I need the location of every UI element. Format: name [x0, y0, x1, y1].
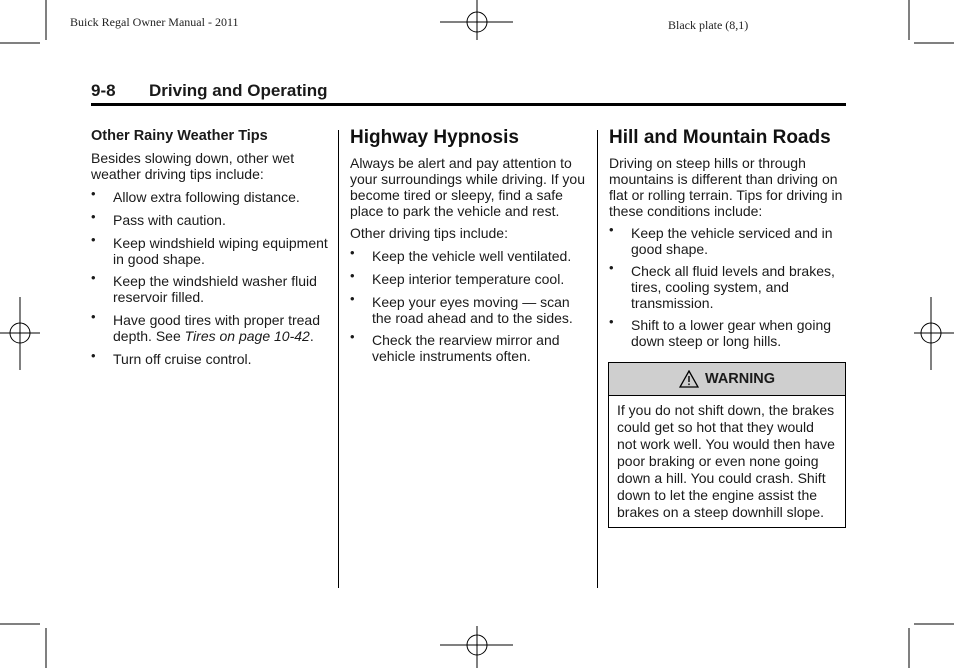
driving-tips-intro: Other driving tips include:: [350, 225, 508, 241]
highway-hypnosis-para: Always be alert and pay attention to your surroundings while driving. If you become tired or sleepy, find a safe place to park the vehicle and rest.: [350, 155, 586, 219]
hill-mountain-intro: Driving on steep hills or through mountains is different than driving on flat or rolling terrain. Tips for driving in these conditions include:: [609, 155, 843, 219]
page-number: 9-8: [91, 81, 116, 100]
list-item-text: Have good tires with proper tread depth. See: [113, 312, 320, 344]
list-item: • Keep windshield wiping equipment in good shape.: [91, 235, 331, 267]
list-item: • Keep the vehicle well ventilated.: [350, 248, 590, 264]
section-title: Driving and Operating: [149, 81, 328, 100]
warning-box: [608, 362, 846, 528]
rainy-tips-intro: Besides slowing down, other wet weather driving tips include:: [91, 150, 295, 182]
list-item: • Turn off cruise control.: [91, 351, 331, 367]
print-header-right: Black plate (8,1): [668, 18, 749, 32]
print-header-left: Buick Regal Owner Manual - 2011: [70, 15, 239, 29]
warning-label: WARNING: [704, 371, 776, 387]
list-item: • Pass with caution.: [91, 212, 331, 228]
warning-text: If you do not shift down, the brakes could get so hot that they would not work well. You would then have poor braking or even none going down a hill. You could crash. Shift down to let the engine assist the brakes on a steep downhill slope.: [617, 402, 835, 520]
list-item: • Check all fluid levels and brakes, tires, cooling system, and transmission.: [609, 263, 849, 311]
rainy-tips-heading: Other Rainy Weather Tips: [91, 128, 268, 144]
warning-header: [609, 363, 845, 396]
warning-triangle-icon: [679, 370, 699, 388]
hill-mountain-list: [609, 225, 849, 349]
list-item: • Shift to a lower gear when going down steep or long hills.: [609, 317, 849, 349]
page-header: [91, 81, 846, 106]
column-hill-mountain: [609, 127, 849, 349]
list-item: • Keep your eyes moving — scan the road ahead and to the sides.: [350, 294, 590, 326]
list-item: • Keep interior temperature cool.: [350, 271, 590, 287]
column-divider: [338, 130, 339, 588]
highway-hypnosis-heading: Highway Hypnosis: [350, 127, 519, 148]
list-item: • Check the rearview mirror and vehicle instruments often.: [350, 332, 590, 364]
list-item: • Allow extra following distance.: [91, 189, 331, 205]
column-divider: [597, 130, 598, 588]
list-item-text: .: [309, 328, 314, 344]
tires-page-link[interactable]: Tires on page 10-42: [184, 328, 310, 344]
list-item: • Keep the vehicle serviced and in good shape.: [609, 225, 849, 257]
column-rainy-tips: [91, 128, 331, 367]
list-item: • Keep the windshield washer fluid reservoir filled.: [91, 273, 331, 305]
rainy-tips-list: [91, 189, 331, 367]
hill-mountain-heading: Hill and Mountain Roads: [609, 127, 831, 148]
driving-tips-list: [350, 248, 590, 364]
column-highway-hypnosis: [350, 127, 590, 364]
list-item: [91, 312, 331, 344]
